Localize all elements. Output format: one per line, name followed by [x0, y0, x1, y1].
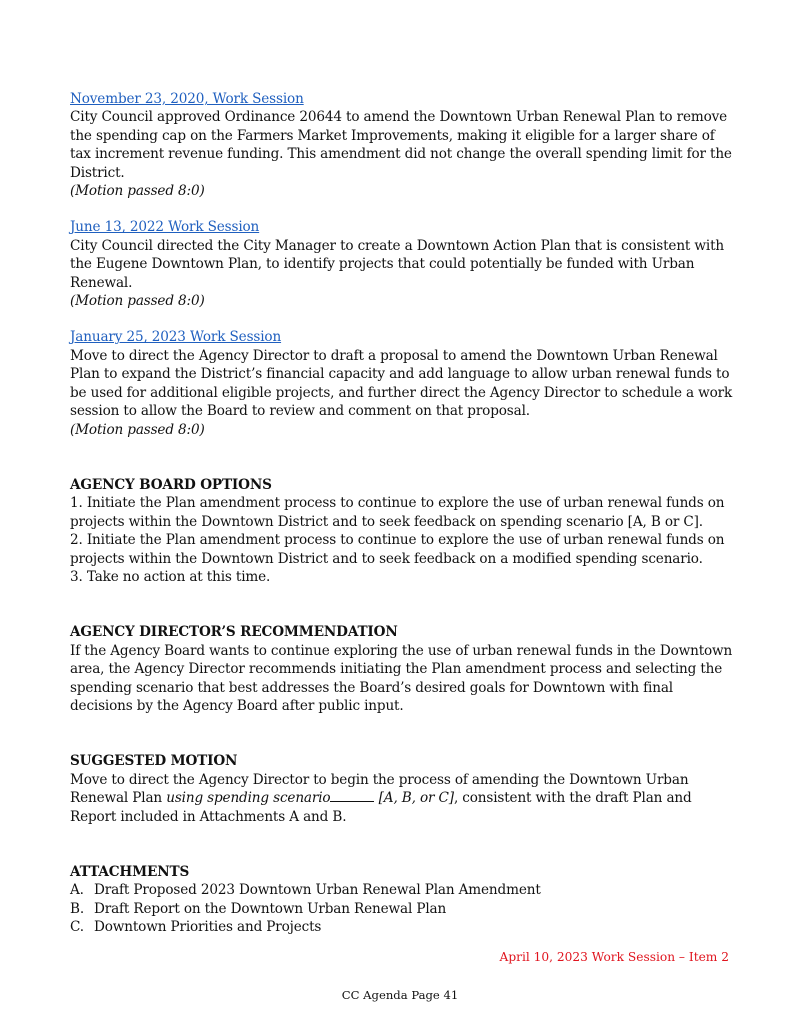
session-text: Move to direct the Agency Director to draft a proposal to amend the Downtown Urban Renewal Plan to expand the District’s financial capacity and add language to allow urban renewal funds to be used for additional eligible projects, and further direct the Agency Director to schedule a work session to allow the Board to review and comment on that proposal. — [70, 347, 733, 420]
page-number: CC Agenda Page 41 — [341, 988, 459, 1002]
suggested-motion — [70, 752, 735, 826]
motion-result: (Motion passed 8:0) — [70, 421, 205, 438]
motion-result: (Motion passed 8:0) — [70, 183, 205, 200]
session-link[interactable]: November 23, 2020, Work Session — [70, 91, 304, 107]
motion-italic-scenario: using spending scenario — [166, 790, 331, 807]
option-item: 2. Initiate the Plan amendment process to continue to explore the use of urban renewal funds on projects within the Downtown District and to seek feedback on a modified spending scenario. — [70, 532, 725, 567]
attachment-item — [70, 918, 735, 936]
attachment-letter: B. — [70, 900, 85, 917]
session-link[interactable]: January 25, 2023 Work Session — [70, 329, 282, 346]
attachments — [70, 863, 735, 937]
session-entry — [70, 90, 735, 200]
section-heading: ATTACHMENTS — [70, 864, 190, 880]
section-heading: AGENCY DIRECTOR’S RECOMMENDATION — [70, 624, 398, 641]
motion-text-start: Move to direct the Agency Director to begin the process of amending the Downtown Urban Renewal Plan — [70, 771, 689, 807]
attachment-title: Downtown Priorities and Projects — [94, 919, 322, 936]
attachment-item — [70, 881, 735, 899]
motion-text — [70, 771, 735, 826]
attachment-letter: A. — [70, 882, 84, 899]
session-text: City Council approved Ordinance 20644 to amend the Downtown Urban Renewal Plan to remove the spending cap on the Farmers Market Improvements, making it eligible for a larger share of tax increment revenue funding. This amendment did not change the overall spending limit for the District. — [70, 109, 732, 181]
director-recommendation — [70, 623, 735, 715]
session-link[interactable]: June 13, 2022 Work Session — [70, 219, 260, 236]
motion-result: (Motion passed 8:0) — [70, 293, 205, 310]
recommendation-text: If the Agency Board wants to continue exploring the use of urban renewal funds in the Downtown area, the Agency Director recommends initiating the Plan amendment process and selecting the spending scenario that best addresses the Board’s desired goals for Downtown with final decisions by the Agency Board after public input. — [70, 642, 733, 714]
motion-italic-options: [A, B, or C] — [374, 790, 454, 807]
attachment-list — [70, 881, 735, 936]
motion-text-end: , consistent with the draft Plan and Report included in Attachments A and B. — [70, 790, 692, 825]
option-item: 1. Initiate the Plan amendment process to continue to explore the use of urban renewal funds on projects within the Downtown District and to seek feedback on spending scenario [A, B or C]. — [70, 495, 725, 530]
attachment-title: Draft Proposed 2023 Downtown Urban Renewal Plan Amendment — [94, 882, 541, 899]
session-entry — [70, 218, 735, 310]
attachment-item — [70, 900, 735, 918]
option-item: 3. Take no action at this time. — [70, 568, 271, 585]
attachment-letter: C. — [70, 919, 84, 936]
section-heading: SUGGESTED MOTION — [70, 753, 238, 770]
agency-board-options — [70, 476, 735, 586]
document-body — [70, 90, 735, 937]
session-history — [70, 90, 735, 439]
section-heading: AGENCY BOARD OPTIONS — [70, 476, 272, 493]
fill-in-blank — [330, 800, 374, 802]
session-entry — [70, 328, 735, 438]
session-text: City Council directed the City Manager to create a Downtown Action Plan that is consistent with the Eugene Downtown Plan, to identify projects that could potentially be funded with Urban Renewal. — [70, 237, 725, 291]
work-session-item-label: April 10, 2023 Work Session – Item 2 — [499, 950, 729, 964]
attachment-title: Draft Report on the Downtown Urban Renewal Plan — [94, 900, 447, 917]
